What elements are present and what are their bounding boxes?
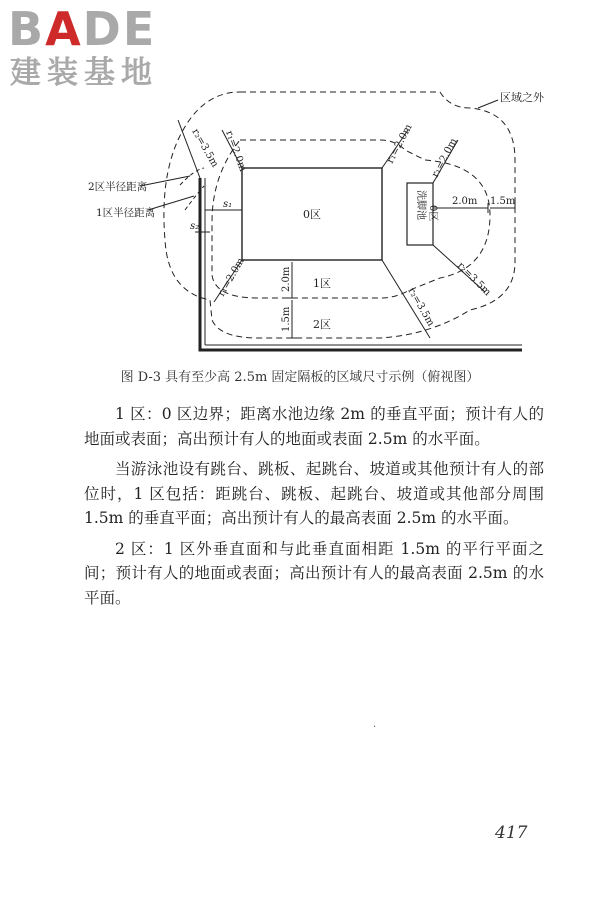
paragraph-zone2: 2 区：1 区外垂直面和与此垂直面相距 1.5m 的平行平面之间；预计有人的地面或表面；高出预计有人的最高表面 2.5m 的水平面。 (84, 539, 544, 607)
zone2-label: 2区 (313, 318, 331, 331)
r-label-bottom-left: r₁=2.0m (216, 256, 247, 299)
logo-wordmark: BADE (8, 2, 157, 56)
dim-2m-horizontal-label: 2.0m (452, 196, 478, 207)
r-label-left-outer: r₂=3.5m (189, 127, 221, 170)
r-label-top-right: r₁=2.0m (384, 122, 415, 166)
body-text (84, 402, 544, 616)
r-label-right-top: r₁=2.0m (429, 136, 460, 180)
zone1-radius-label: 1区半径距离 (96, 207, 156, 219)
paragraph-zone1: 1 区：0 区边界；距离水池边缘 2m 的垂直平面；预计有人的地面或表面；高出预计有人的地面或表面 2.5m 的水平面。 (84, 405, 544, 448)
footpool-label-2: 0区 (427, 205, 438, 222)
footpool-label-1: 洗脚池 (415, 190, 426, 220)
outside-leader (478, 100, 498, 108)
zone-diagram (0, 0, 600, 380)
zone1-boundary (212, 140, 490, 298)
s2-label: s₂ (190, 221, 200, 232)
zone0-label: 0区 (303, 208, 321, 221)
zone2-radius-label: 2区半径距离 (88, 181, 148, 193)
r-label-bottom-right: r₂=3.5m (405, 286, 437, 329)
zone-diagram-svg (0, 0, 600, 380)
zone1-label: 1区 (313, 277, 331, 290)
page-number: 417 (495, 823, 528, 843)
zone2-radius-leader (140, 176, 190, 186)
paragraph-diving: 当游泳池设有跳台、跳板、起跳台、坡道或其他预计有人的部位时，1 区包括：距跳台、跳板、起跳台、坡道或其他部分周围 1.5m 的垂直平面；高出预计有人的最高表面 2.5m 的水平面。 (84, 460, 544, 527)
outside-label: 区域之外 (500, 91, 544, 104)
dim-15m-horizontal-label: 1.5m (490, 196, 516, 207)
r-label-right-lower: r₂=3.5m (454, 260, 493, 299)
figure-caption: 图 D-3 具有至少高 2.5m 固定隔板的区域尺寸示例（俯视图） (120, 370, 480, 385)
dim-2m-vertical-label: 2.0m (281, 266, 292, 292)
s1-label: s₁ (223, 199, 233, 210)
stray-dot: · (373, 722, 377, 733)
r-label-left-inner: r₁=2.0m (223, 129, 249, 174)
dim-15m-vertical-label: 1.5m (281, 306, 292, 332)
logo-subtitle: 建装基地 (10, 55, 158, 91)
zone2-boundary (164, 92, 515, 338)
